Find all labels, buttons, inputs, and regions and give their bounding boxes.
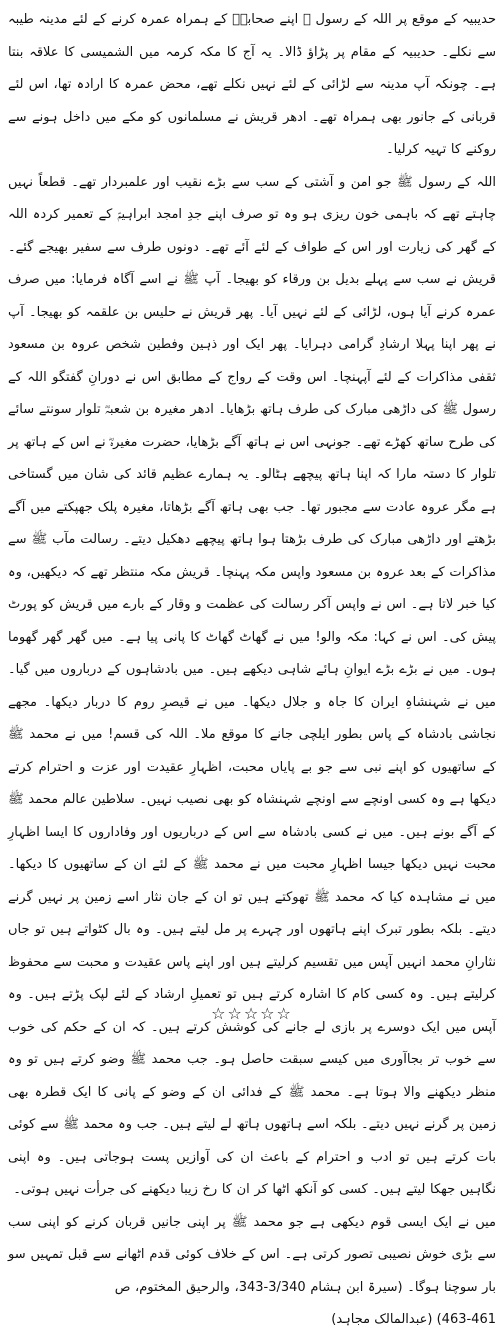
paragraph-3: میں نے ایک ایسی قوم دیکھی ہے جو محمد ﷺ پر اپنی جانیں قربان کرنے کو اپنی سب سے بڑی خوش نصیبی تصور کرتی ہے۔ اس کے خلاف کوئی قدم اٹھانے سے قبل تمہیں سو بار سوچنا ہوگا۔ (سیرۃ ابن ہشام 3/340-343، والرحیق المختوم، ص — [8, 1214, 496, 1295]
section-separator: ☆☆☆☆☆ — [211, 1004, 293, 1023]
paragraph-2: اللہ کے رسول ﷺ جو امن و آشتی کے سب سے بڑے نقیب اور علمبردار تھے۔ قطعاً نہیں چاہتے تھے کہ باہمی خون ریزی ہو وہ تو صرف اپنے جدِ امجد ابراہیمؑ کے تعمیر کردہ اللہ کے گھر کی زیارت اور اس کے طواف کے لئے آئے تھے۔ دونوں طرف سے سفیر بھیجے گئے۔ قریش نے سب سے پہلے بدیل بن ورقاء کو بھیجا۔ آپ ﷺ نے اسے آگاہ فرمایا: میں صرف عمرہ کرنے آیا ہوں، لڑائی کے لئے نہیں آیا۔ پھر قریش نے حلیس بن علقمہ کو بھیجا۔ آپ نے پھر اپنا پہلا ارشادِ گرامی دہرایا۔ پھر ایک اور ذہین وفطین شخص عروہ بن مسعود ثقفی مذاکرات کے لئے آپہنچا۔ اس وقت کے رواج کے مطابق اس نے دورانِ گفتگو اللہ کے رسول ﷺ کی داڑھی مبارک کی طرف ہاتھ بڑھایا۔ ادھر مغیرہ بن شعبہؓ تلوار سونتے سائے کی طرح ساتھ کھڑے تھے۔ جونہی اس نے ہاتھ آگے بڑھایا، حضرت مغیرہؓ نے اس کے ہاتھ پر تلوار کا دستہ مارا کہ اپنا ہاتھ پیچھے ہٹالو۔ یہ ہمارے عظیم قائد کی شان میں گستاخی ہے مگر عروہ عادت سے مجبور تھا۔ جب بھی ہاتھ آگے بڑھاتا، مغیرہ پلک جھپکتے میں آگے بڑھتے اور داڑھی مبارک کی طرف بڑھتا ہوا ہاتھ پیچھے دھکیل دیتے۔ رسالت مآب ﷺ سے مذاکرات کے بعد عروہ بن مسعود واپس مکہ پہنچا۔ قریش مکہ منتظر تھے کہ دیکھیں، وہ کیا خبر لاتا ہے۔ اس نے واپس آکر رسالت کی عظمت و وقار کے بارے میں قریش کو پورٹ پیش کی۔ اس نے کہا: مکہ والو! میں نے گھاٹ گھاٹ کا پانی پیا ہے۔ میں گھر گھر گھوما ہوں۔ میں نے بڑے بڑے ایوانِ ہائے شاہی دیکھے ہیں۔ میں بادشاہوں کے درباروں میں گیا۔ میں نے شہنشاہِ ایران کا جاہ و جلال دیکھا۔ میں نے قیصرِ روم کا دربار دیکھا۔ مجھے نجاشی بادشاہ کے پاس بطور ایلچی جانے کا موقع ملا۔ اللہ کی قسم! میں نے محمد ﷺ کے ساتھیوں کو اپنے نبی سے جو بے پایاں محبت، اظہارِ عقیدت اور عزت و احترام کرتے دیکھا ہے وہ کسی اونچے سے اونچے شہنشاہ کو بھی نصیب نہیں۔ سلاطین عالم محمد ﷺ کے آگے بونے ہیں۔ میں نے کسی بادشاہ سے اس کے درباریوں اور وفاداروں کا ایسا اظہارِ محبت نہیں دیکھا جیسا اظہارِ محبت میں نے محمد ﷺ کے لئے ان کے ساتھیوں کا دیکھا۔ میں نے مشاہدہ کیا کہ محمد ﷺ تھوکتے ہیں تو ان کے جان نثار اسے زمین پر نہیں گرنے دیتے۔ بلکہ بطور تبرک اپنے ہاتھوں اور چہرے پر مل لیتے ہیں۔ وہ بال کٹواتے ہیں تو جاں نثارانِ محمد انہیں آپس میں تقسیم کرلیتے ہیں اور اپنے پاس عقیدت و محبت سے محفوظ کرلیتے ہیں۔ وہ کسی کام کا اشارہ کرتے ہیں تو تعمیلِ ارشاد کے لئے لپک پڑتے ہیں۔ وہ آپس میں ایک دوسرے پر بازی لے جانے کی کوشش کرتے ہیں۔ کہ ان کے حکم کی خوب سے خوب تر بجاآوری میں کیسے سبقت حاصل ہو۔ جب محمد ﷺ وضو کرتے ہیں تو وہ منظر دیکھنے والا ہوتا ہے۔ محمد ﷺ کے فدائی ان کے وضو کے پانی کا ایک قطرہ بھی زمین پر گرنے نہیں دیتے۔ بلکہ اسے ہاتھوں ہاتھ لے لیتے ہیں۔ جب وہ محمد ﷺ سے کوئی بات کرتے ہیں تو ادب و احترام کے باعث ان کی آوازیں پست ہوجاتی ہیں۔ وہ اپنی نگاہیں جھکا لیتے ہیں۔ کسی کو آنکھ اٹھا کر ان کا رخ زیبا دیکھنے کی جرأت نہیں ہوتی۔ — [8, 174, 497, 1197]
paragraph-1: حدیبیہ کے موقع پر اللہ کے رسول ﷺ اپنے صحابہؓ کے ہمراہ عمرہ کرنے کے لئے مدینہ طیبہ سے نکلے۔ حدیبیہ کے مقام پر پڑاؤ ڈالا۔ یہ آج کا مکہ کرمہ میں الشمیسی کا علاقہ بنتا ہے۔ چونکہ آپ مدینہ سے لڑائی کے لئے نہیں نکلے تھے، محض عمرہ کا ارادہ تھا، اس لئے قربانی کے جانور بھی ہمراہ تھے۔ ادھر قریش نے مسلمانوں کو مکے میں داخل ہونے سے روکنے کا تہیہ کرلیا۔ — [8, 12, 496, 157]
reference-line: 463-461) (عبدالمالک مجاہد) — [331, 1312, 496, 1327]
